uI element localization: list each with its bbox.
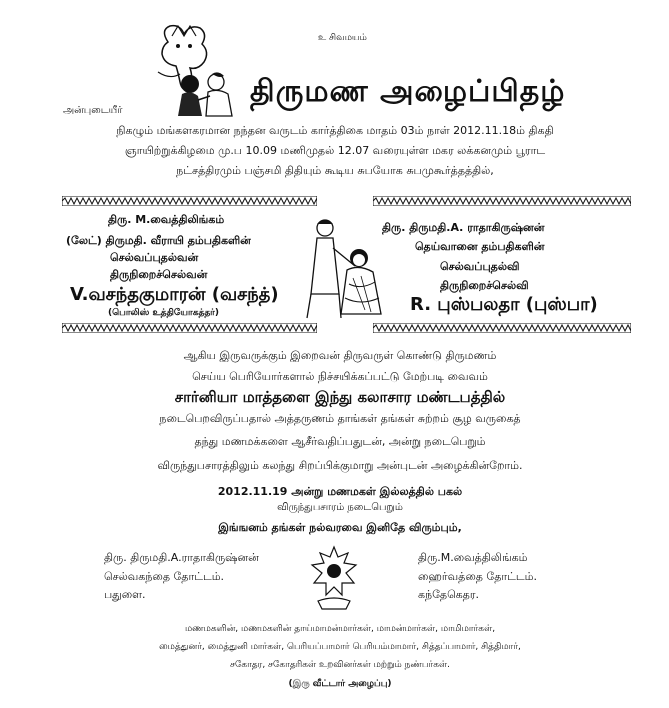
blessing-text: உ சிவமயம் <box>318 33 367 43</box>
relatives-line-3: சகோதர, சகோதரிகள் உறவினர்கள் மற்றும் நண்பர்கள். <box>229 660 451 670</box>
host-right-city: கந்தேகெதர. <box>418 588 480 601</box>
groom-name: V.வசந்தகுமாரன் (வசந்த்) <box>70 284 279 305</box>
border-top-left <box>62 196 317 206</box>
invitation-title: திருமண அழைப்பிதழ் <box>250 74 566 109</box>
body-line-4: நடைபெறவிருப்பதால் அத்தருணம் தாங்கள் தங்கள் சுற்றம் சூழ வருகைத் <box>159 412 521 425</box>
groom-father: திரு. M.வைத்திலிங்கம் <box>108 213 225 226</box>
border-top-right <box>373 196 631 206</box>
relatives-line-2: மைத்துனர், மைத்துனி மார்கள், பெரியப்பாமார் பெரியம்மாமார், சித்தப்பாமார், சித்திமார், <box>159 642 521 652</box>
reception-line-1: 2012.11.19 அன்று மணமகள் இல்லத்தில் பகல் <box>217 485 463 498</box>
relatives-line-1: மணமகளின், மணமகளின் தாய்மாமன்மார்கள், மாமன்மார்கள், மாமிமார்கள், <box>184 624 496 634</box>
welcome-line: இங்ஙனம் தங்கள் நல்வரவை இனிதே விரும்பும், <box>218 521 462 534</box>
bride-relation1: செல்வப்புதல்வி <box>440 260 520 273</box>
venue: சார்னியா மாத்தளை இந்து கலாசார மண்டபத்தில் <box>174 388 506 406</box>
border-bottom-left <box>62 323 317 333</box>
groom-occupation: (பொலிஸ் உத்தியோகத்தர்) <box>108 308 219 318</box>
bride-relation2: திருநிறைச்செல்வி <box>440 279 529 292</box>
intro-line-1: நிகழும் மங்களகரமான நந்தன வருடம் கார்த்திகை மாதம் 03ம் நாள் 2012.11.18ம் திகதி <box>116 124 554 137</box>
reception-line-2: விருந்துபசாரம் நடைபெறும் <box>277 502 403 513</box>
host-right-address: ஹைர்வத்தை தோட்டம். <box>418 570 537 583</box>
salutation: அன்புடையீர் <box>63 105 123 116</box>
groom-relation1: செல்வப்புதல்வன் <box>110 251 199 264</box>
bride-groom-illustration <box>295 214 391 320</box>
bride-mother: தெய்வானை தம்பதிகளின் <box>415 240 545 253</box>
body-line-1: ஆகிய இருவருக்கும் இறைவன் திருவருள் கொண்டு திருமணம் <box>183 349 497 362</box>
closing-line: (இரு வீட்டார் அழைப்பு) <box>288 679 392 689</box>
couple-icon <box>172 70 244 122</box>
body-line-6: விருந்துபசாரத்திலும் கலந்து சிறப்பிக்குமாறு அன்புடன் அழைக்கின்றோம். <box>157 459 523 472</box>
body-line-5: தந்து மணமக்களை ஆசீர்வதிப்பதுடன், அன்று நடைபெறும் <box>194 435 486 448</box>
bride-name: R. புஸ்பலதா (புஸ்பா) <box>410 294 598 315</box>
host-left-address: செல்வகந்தை தோட்டம். <box>104 570 225 583</box>
groom-mother: (லேட்) திருமதி. வீராயி தம்பதிகளின் <box>66 234 251 247</box>
host-right-name: திரு.M.வைத்திலிங்கம் <box>418 551 528 564</box>
intro-line-2: ஞாயிற்றுக்கிழமை மு.ப 10.09 மணிமுதல் 12.07 வரையுள்ள மகர லக்கனமும் பூராட <box>124 144 546 157</box>
host-left-city: பதுளை. <box>104 588 146 601</box>
lamp-ornament-icon <box>298 543 370 613</box>
host-left-name: திரு. திருமதி.A.ராதாகிருஷ்னன் <box>104 551 259 564</box>
bride-parents: திரு. திருமதி.A. ராதாகிருஷ்னன் <box>382 221 545 234</box>
body-line-2: செய்ய பெரியோர்களால் நிச்சயிக்கப்பட்டு மேற்படி வைவம் <box>192 370 488 383</box>
groom-relation2: திருநிறைச்செல்வன் <box>110 268 208 281</box>
border-bottom-right <box>373 323 631 333</box>
intro-line-3: நட்சத்திரமும் பஞ்சமி திதியும் கூடிய சுபயோக சுபமுகூர்த்தத்தில், <box>176 164 494 177</box>
